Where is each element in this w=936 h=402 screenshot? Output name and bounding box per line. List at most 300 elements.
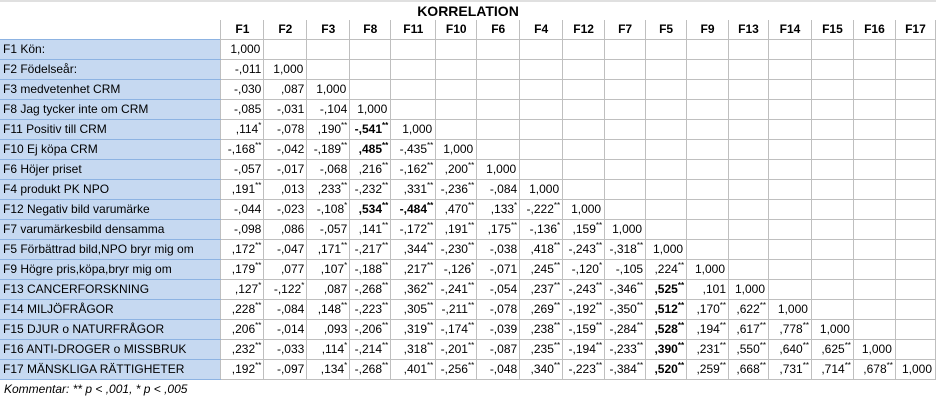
cell-value: ,232: [231, 342, 256, 356]
cell-value: ,259: [696, 362, 720, 376]
correlation-cell: [811, 300, 853, 320]
correlation-cell: [307, 120, 350, 140]
correlation-cell: [350, 60, 391, 80]
table-row: [0, 200, 936, 220]
significance-marker: **: [382, 221, 389, 230]
cell-value: -,033: [276, 342, 305, 356]
cell-value: ,224: [654, 262, 678, 276]
cell-value: -,192: [568, 302, 596, 316]
correlation-cell: [687, 360, 729, 380]
correlation-cell: [729, 260, 769, 280]
cell-value: ,233: [317, 182, 342, 196]
correlation-cell: [811, 140, 853, 160]
row-label: F8 Jag tycker inte om CRM: [0, 100, 221, 120]
correlation-cell: [477, 280, 520, 300]
significance-marker: **: [467, 361, 475, 370]
significance-marker: *: [344, 201, 348, 210]
cell-value: -,241: [440, 282, 468, 296]
correlation-cell: [307, 180, 350, 200]
correlation-cell: [264, 200, 307, 220]
cell-value: ,625: [821, 342, 845, 356]
significance-marker: **: [595, 321, 603, 330]
correlation-cell: [520, 320, 563, 340]
correlation-cell: [264, 180, 307, 200]
cell-value: -,233: [609, 342, 637, 356]
row-label: F9 Högre pris,köpa,bryr mig om: [0, 260, 221, 280]
correlation-cell: [853, 40, 895, 60]
significance-marker: **: [382, 201, 389, 210]
cell-value: 1,000: [612, 222, 643, 236]
correlation-cell: [646, 180, 687, 200]
correlation-cell: [853, 240, 895, 260]
table-title: KORRELATION: [417, 3, 519, 19]
correlation-cell: [520, 120, 563, 140]
cell-value: ,534: [358, 202, 383, 216]
correlation-cell: [391, 160, 436, 180]
cell-value: -,068: [319, 162, 348, 176]
correlation-cell: [895, 300, 935, 320]
correlation-cell: [436, 40, 477, 60]
cell-value: -,078: [276, 122, 305, 136]
correlation-cell: [477, 180, 520, 200]
table-row: [0, 340, 936, 360]
cell-value: ,622: [736, 302, 760, 316]
cell-value: 1,000: [316, 82, 347, 96]
significance-marker: **: [467, 181, 475, 190]
correlation-cell: [350, 300, 391, 320]
cell-value: ,344: [403, 242, 427, 256]
correlation-cell: [307, 60, 350, 80]
correlation-cell: [520, 220, 563, 240]
cell-value: 1,000: [357, 102, 388, 116]
significance-marker: **: [341, 181, 348, 190]
cell-value: -,211: [441, 302, 468, 316]
correlation-cell: [520, 100, 563, 120]
correlation-cell: [895, 320, 935, 340]
cell-value: -,174: [440, 322, 468, 336]
table-row: [0, 360, 936, 380]
correlation-cell: [646, 340, 687, 360]
cell-value: ,640: [779, 342, 803, 356]
correlation-cell: [646, 280, 687, 300]
correlation-cell: [853, 280, 895, 300]
corner-cell: [0, 20, 221, 40]
cell-value: ,101: [702, 282, 727, 296]
correlation-cell: [563, 180, 605, 200]
correlation-cell: [605, 120, 646, 140]
correlation-cell: [729, 40, 769, 60]
row-label: F6 Höjer priset: [0, 160, 221, 180]
correlation-cell: [687, 80, 729, 100]
correlation-cell: [895, 340, 935, 360]
cell-value: -,136: [529, 222, 558, 236]
correlation-cell: [895, 180, 935, 200]
correlation-cell: [646, 80, 687, 100]
correlation-cell: [646, 40, 687, 60]
correlation-cell: [391, 260, 436, 280]
correlation-cell: [350, 280, 391, 300]
correlation-cell: [895, 200, 935, 220]
cell-value: ,235: [530, 342, 554, 356]
cell-value: -,318: [609, 242, 637, 256]
significance-marker: **: [382, 261, 389, 270]
cell-value: -,256: [440, 362, 468, 376]
correlation-cell: [436, 280, 477, 300]
correlation-cell: [769, 200, 812, 220]
significance-marker: *: [344, 341, 348, 350]
significance-marker: **: [467, 321, 475, 330]
row-label: F1 Kön:: [0, 40, 221, 60]
significance-marker: **: [759, 321, 766, 330]
significance-marker: **: [759, 361, 766, 370]
correlation-cell: [350, 140, 391, 160]
significance-marker: **: [595, 341, 603, 350]
cell-value: 1,000: [861, 342, 892, 356]
cell-value: -,222: [526, 202, 554, 216]
correlation-cell: [605, 240, 646, 260]
correlation-cell: [769, 360, 812, 380]
correlation-cell: [391, 200, 436, 220]
correlation-cell: [264, 80, 307, 100]
correlation-cell: [687, 320, 729, 340]
significance-marker: **: [382, 341, 389, 350]
table-row: [0, 80, 936, 100]
cell-value: ,127: [234, 282, 259, 296]
column-header: F14: [769, 20, 812, 40]
significance-marker: **: [341, 301, 348, 310]
row-label: F2 Födelseår:: [0, 60, 221, 80]
correlation-cell: [895, 280, 935, 300]
correlation-cell: [811, 100, 853, 120]
column-header: F17: [895, 20, 935, 40]
significance-marker: *: [258, 121, 262, 130]
correlation-cell: [436, 120, 477, 140]
column-header: F12: [563, 20, 605, 40]
cell-value: -,085: [234, 102, 262, 116]
correlation-cell: [391, 100, 436, 120]
correlation-cell: [895, 160, 935, 180]
significance-marker: **: [382, 321, 389, 330]
correlation-cell: [769, 80, 812, 100]
correlation-cell: [605, 160, 646, 180]
correlation-cell: [264, 340, 307, 360]
correlation-cell: [687, 60, 729, 80]
correlation-cell: [350, 80, 391, 100]
significance-marker: **: [427, 321, 434, 330]
correlation-cell: [769, 140, 812, 160]
correlation-cell: [729, 80, 769, 100]
correlation-cell: [436, 260, 477, 280]
correlation-cell: [853, 60, 895, 80]
significance-marker: **: [427, 261, 434, 270]
cell-value: ,485: [358, 142, 383, 156]
significance-marker: **: [382, 141, 389, 150]
correlation-cell: [853, 360, 895, 380]
significance-marker: **: [636, 281, 644, 290]
significance-marker: *: [598, 261, 603, 270]
significance-marker: **: [886, 361, 893, 370]
cell-value: ,731: [779, 362, 803, 376]
cell-value: ,678: [863, 362, 887, 376]
correlation-cell: [520, 240, 563, 260]
cell-value: ,087: [323, 282, 348, 296]
significance-marker: **: [759, 301, 766, 310]
correlation-cell: [436, 140, 477, 160]
cell-value: ,319: [403, 322, 427, 336]
row-label: F10 Ej köpa CRM: [0, 140, 221, 160]
cell-value: ,778: [779, 322, 803, 336]
correlation-cell: [646, 160, 687, 180]
significance-marker: **: [382, 241, 389, 250]
cell-value: 1,000: [230, 42, 261, 56]
cell-value: -,346: [609, 282, 637, 296]
cell-value: ,228: [231, 302, 256, 316]
cell-value: -,232: [354, 182, 383, 196]
significance-marker: **: [636, 321, 644, 330]
row-label: F17 MÄNSKLIGA RÄTTIGHETER: [0, 360, 221, 380]
significance-marker: **: [553, 361, 561, 370]
significance-marker: **: [510, 221, 518, 230]
cell-value: -,105: [615, 262, 644, 276]
correlation-cell: [350, 200, 391, 220]
correlation-cell: [264, 220, 307, 240]
correlation-cell: [811, 40, 853, 60]
cell-value: -,214: [354, 342, 383, 356]
correlation-cell: [769, 120, 812, 140]
correlation-cell: [391, 280, 436, 300]
column-header: F5: [646, 20, 687, 40]
correlation-cell: [646, 200, 687, 220]
cell-value: -,087: [489, 342, 518, 356]
correlation-cell: [605, 260, 646, 280]
correlation-cell: [477, 340, 520, 360]
correlation-cell: [769, 160, 812, 180]
correlation-cell: [687, 300, 729, 320]
significance-marker: **: [255, 241, 262, 250]
correlation-cell: [605, 140, 646, 160]
significance-marker: **: [677, 281, 685, 290]
cell-value: ,401: [403, 362, 427, 376]
table-row: [0, 100, 936, 120]
correlation-cell: [350, 40, 391, 60]
cell-value: -,194: [568, 342, 596, 356]
correlation-cell: [391, 60, 436, 80]
table-row: [0, 320, 936, 340]
correlation-cell: [436, 60, 477, 80]
correlation-cell: [520, 140, 563, 160]
correlation-cell: [221, 240, 264, 260]
column-header: F13: [729, 20, 769, 40]
cell-value: -,047: [276, 242, 305, 256]
row-label: F4 produkt PK NPO: [0, 180, 221, 200]
significance-marker: **: [382, 301, 389, 310]
cell-value: -,039: [489, 322, 518, 336]
correlation-cell: [520, 60, 563, 80]
correlation-cell: [391, 320, 436, 340]
correlation-cell: [350, 220, 391, 240]
cell-value: 1,000: [529, 182, 560, 196]
cell-value: ,191: [231, 182, 256, 196]
cell-value: ,200: [444, 162, 468, 176]
correlation-cell: [307, 100, 350, 120]
correlation-cell: [769, 320, 812, 340]
correlation-cell: [563, 80, 605, 100]
cell-value: -,084: [276, 302, 305, 316]
significance-marker: **: [553, 341, 561, 350]
cell-value: -,042: [276, 142, 305, 156]
correlation-cell: [769, 260, 812, 280]
cell-value: -,104: [319, 102, 348, 116]
significance-marker: **: [427, 241, 434, 250]
cell-value: ,362: [403, 282, 427, 296]
cell-value: ,528: [654, 322, 678, 336]
correlation-cell: [221, 300, 264, 320]
correlation-cell: [605, 360, 646, 380]
correlation-cell: [853, 160, 895, 180]
significance-marker: **: [595, 221, 603, 230]
correlation-cell: [477, 200, 520, 220]
correlation-cell: [895, 260, 935, 280]
correlation-cell: [436, 240, 477, 260]
cell-value: 1,000: [777, 302, 808, 316]
cell-value: -,014: [276, 322, 305, 336]
correlation-cell: [307, 220, 350, 240]
cell-value: ,013: [280, 182, 305, 196]
correlation-cell: [221, 40, 264, 60]
correlation-cell: [853, 200, 895, 220]
column-header: F2: [264, 20, 307, 40]
row-label: F13 CANCERFORSKNING: [0, 280, 221, 300]
correlation-cell: [563, 300, 605, 320]
correlation-cell: [811, 180, 853, 200]
correlation-cell: [687, 40, 729, 60]
cell-value: -,172: [399, 222, 427, 236]
correlation-cell: [436, 220, 477, 240]
row-label: F5 Förbättrad bild,NPO bryr mig om: [0, 240, 221, 260]
correlation-cell: [221, 320, 264, 340]
cell-value: ,191: [444, 222, 468, 236]
correlation-cell: [391, 240, 436, 260]
correlation-cell: [307, 160, 350, 180]
correlation-cell: [264, 160, 307, 180]
correlation-cell: [520, 260, 563, 280]
cell-value: ,331: [403, 182, 427, 196]
significance-marker: **: [553, 281, 561, 290]
row-label: F16 ANTI-DROGER o MISSBRUK: [0, 340, 221, 360]
cell-value: -,057: [319, 222, 348, 236]
significance-marker: **: [255, 261, 262, 270]
cell-value: ,086: [280, 222, 305, 236]
correlation-cell: [687, 180, 729, 200]
correlation-cell: [895, 100, 935, 120]
correlation-cell: [646, 100, 687, 120]
correlation-cell: [307, 340, 350, 360]
significance-marker: *: [258, 281, 262, 290]
correlation-cell: [221, 200, 264, 220]
correlation-cell: [520, 80, 563, 100]
correlation-cell: [350, 120, 391, 140]
cell-value: ,418: [530, 242, 554, 256]
table-row: [0, 220, 936, 240]
cell-value: ,087: [280, 82, 305, 96]
cell-value: -,350: [609, 302, 637, 316]
correlation-cell: [391, 80, 436, 100]
correlation-cell: [264, 240, 307, 260]
cell-value: ,237: [530, 282, 554, 296]
correlation-cell: [811, 80, 853, 100]
cell-value: ,107: [320, 262, 345, 276]
correlation-cell: [391, 140, 436, 160]
correlation-cell: [563, 320, 605, 340]
cell-value: -,384: [609, 362, 637, 376]
correlation-cell: [646, 360, 687, 380]
significance-marker: **: [844, 361, 851, 370]
correlation-cell: [687, 220, 729, 240]
correlation-cell: [895, 40, 935, 60]
cell-value: ,172: [231, 242, 256, 256]
table-row: [0, 160, 936, 180]
table-row: [0, 260, 936, 280]
cell-value: 1,000: [402, 122, 433, 136]
column-header: F9: [687, 20, 729, 40]
correlation-cell: [729, 340, 769, 360]
correlation-cell: [350, 320, 391, 340]
cell-value: 1,000: [901, 362, 932, 376]
column-header: F8: [350, 20, 391, 40]
cell-value: -,243: [568, 282, 596, 296]
correlation-cell: [687, 240, 729, 260]
correlation-cell: [520, 200, 563, 220]
cell-value: ,238: [530, 322, 554, 336]
correlation-cell: [811, 320, 853, 340]
correlation-cell: [221, 160, 264, 180]
correlation-cell: [811, 240, 853, 260]
cell-value: -,223: [568, 362, 596, 376]
significance-marker: **: [255, 141, 262, 150]
correlation-cell: [729, 60, 769, 80]
significance-marker: **: [382, 121, 389, 130]
cell-value: ,520: [654, 362, 678, 376]
significance-marker: **: [341, 141, 348, 150]
cell-value: -,230: [440, 242, 468, 256]
correlation-cell: [605, 180, 646, 200]
cell-value: ,114: [235, 122, 259, 136]
column-header: F4: [520, 20, 563, 40]
cell-value: ,318: [403, 342, 427, 356]
cell-value: 1,000: [571, 202, 602, 216]
cell-value: ,390: [654, 342, 678, 356]
correlation-cell: [264, 60, 307, 80]
correlation-cell: [391, 40, 436, 60]
cell-value: -,206: [354, 322, 383, 336]
correlation-cell: [477, 40, 520, 60]
correlation-cell: [391, 180, 436, 200]
significance-marker: **: [341, 121, 348, 130]
correlation-cell: [895, 220, 935, 240]
correlation-cell: [436, 160, 477, 180]
cell-value: 1,000: [819, 322, 850, 336]
correlation-cell: [769, 100, 812, 120]
significance-marker: **: [719, 341, 727, 350]
cell-value: -,031: [276, 102, 305, 116]
significance-marker: **: [677, 341, 685, 350]
cell-value: -,126: [443, 262, 472, 276]
correlation-cell: [853, 340, 895, 360]
significance-marker: **: [255, 321, 262, 330]
correlation-cell: [477, 100, 520, 120]
cell-value: ,470: [444, 202, 468, 216]
significance-marker: **: [844, 341, 851, 350]
